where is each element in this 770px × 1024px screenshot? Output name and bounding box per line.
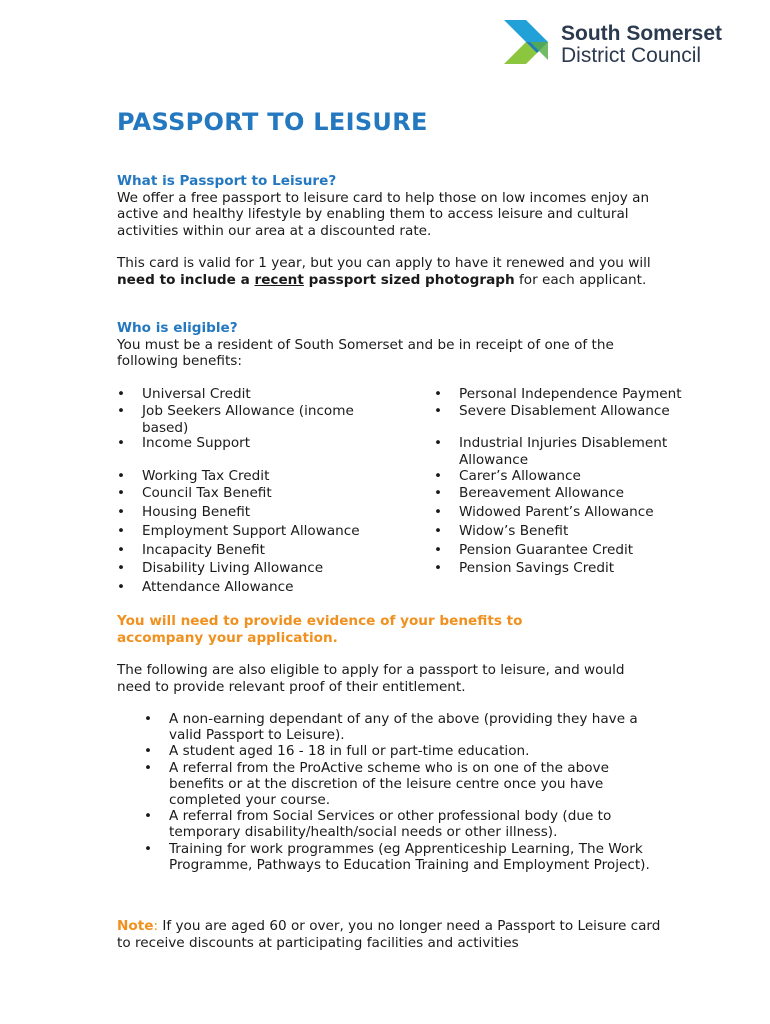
logo-line-1: South Somerset (561, 22, 723, 45)
page-title: PASSPORT TO LEISURE (117, 108, 428, 136)
eligible-item: • A non-earning dependant of any of the above (providing they have a valid Passport to Leisure). (144, 711, 664, 743)
benefit-item: • Industrial Injuries Disablement Allowance (434, 435, 704, 468)
benefits-list (0, 386, 770, 601)
note-body: If you are aged 60 or over, you no longer need a Passport to Leisure card to receive discounts at participating facilities and activities (117, 918, 661, 951)
council-logo-icon (504, 20, 556, 70)
eligible-item: • A student aged 16 - 18 in full or part-time education. (144, 743, 664, 759)
benefit-item: • Income Support (117, 435, 397, 452)
eligible-item: • Training for work programmes (eg Apprenticeship Learning, The Work Programme, Pathways to Education Training and Employment Project). (144, 841, 664, 873)
benefit-item: • Widow’s Benefit (434, 523, 734, 540)
benefit-item: • Universal Credit (117, 386, 397, 403)
benefit-item: • Disability Living Allowance (117, 560, 397, 577)
also-eligible-list (144, 711, 664, 873)
what-body: We offer a free passport to leisure card to help those on low incomes enjoy an active and healthy lifestyle by enabling them to access leisure and cultural activities within our area at a discounted rate. (117, 189, 650, 239)
validity-bold-1: need to include a (117, 271, 255, 288)
eligible-item: • A referral from Social Services or other professional body (due to temporary disability/health/social needs or other illness). (144, 808, 664, 840)
benefit-item: • Widowed Parent’s Allowance (434, 504, 734, 521)
benefit-item: • Pension Guarantee Credit (434, 542, 734, 559)
validity-underline: recent (254, 271, 304, 288)
evidence-notice: You will need to provide evidence of your benefits to accompany your application. (117, 613, 523, 646)
benefit-item: • Attendance Allowance (117, 579, 397, 596)
eligible-section (117, 320, 677, 370)
council-logo (504, 20, 744, 72)
logo-line-2: District Council (561, 44, 702, 67)
validity-text-1: This card is valid for 1 year, but you can apply to have it renewed and you will (117, 255, 651, 271)
benefit-item: • Bereavement Allowance (434, 485, 734, 502)
benefit-item: • Carer’s Allowance (434, 468, 734, 485)
also-eligible-paragraph: The following are also eligible to apply for a passport to leisure, and would need to provide relevant proof of their entitlement. (117, 662, 625, 695)
note-separator: : (153, 918, 159, 934)
benefit-item: • Council Tax Benefit (117, 485, 397, 502)
note-label: Note (117, 918, 154, 934)
benefit-item: • Job Seekers Allowance (income based) (117, 403, 372, 436)
benefit-item: • Employment Support Allowance (117, 523, 397, 540)
validity-paragraph (117, 255, 677, 288)
eligible-item: • A referral from the ProActive scheme who is on one of the above benefits or at the discretion of the leisure centre once you have completed your course. (144, 760, 664, 809)
benefit-item: • Personal Independence Payment (434, 386, 734, 403)
benefit-item: • Housing Benefit (117, 504, 397, 521)
benefit-item: • Incapacity Benefit (117, 542, 397, 559)
eligible-heading: Who is eligible? (117, 320, 238, 336)
validity-text-2: for each applicant. (514, 271, 647, 288)
validity-bold-2: passport sized photograph (303, 271, 515, 288)
eligible-body: You must be a resident of South Somerset and be in receipt of one of the following benefits: (117, 336, 614, 369)
note-paragraph (117, 918, 662, 951)
what-heading: What is Passport to Leisure? (117, 173, 337, 189)
benefit-item: • Pension Savings Credit (434, 560, 734, 577)
what-section (117, 173, 677, 239)
benefit-item: • Working Tax Credit (117, 468, 397, 485)
benefit-item: • Severe Disablement Allowance (434, 403, 734, 420)
